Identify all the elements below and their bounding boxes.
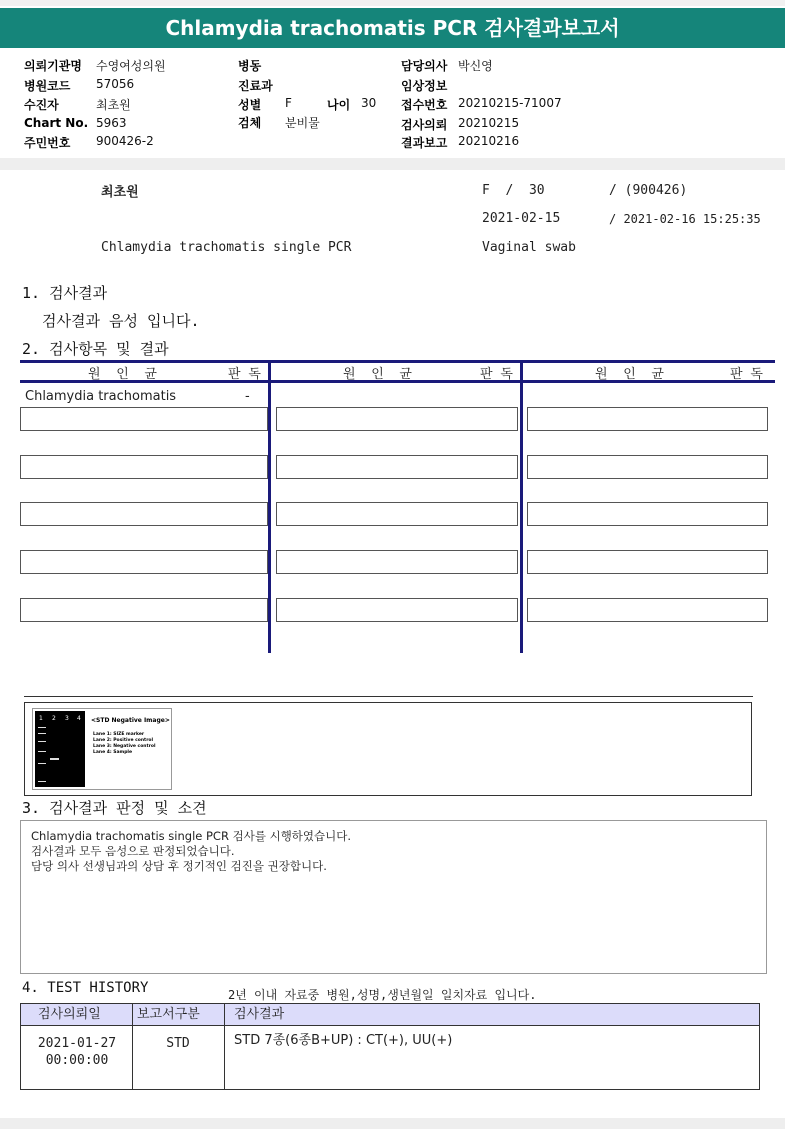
history-type: STD — [166, 1036, 190, 1051]
lane-number: 3 — [65, 715, 69, 722]
gel-legend-item: Lane 4: Sample — [93, 750, 133, 755]
gel-legend-item: Lane 3: Negative control — [93, 744, 156, 749]
info-value: 20210215 — [458, 116, 520, 130]
result-cell — [527, 598, 768, 622]
result-cell — [527, 407, 768, 431]
gel-title: <STD Negative Image> — [91, 717, 170, 724]
info-value: 900426-2 — [96, 134, 154, 148]
col-header-judge: 판 독 — [480, 367, 513, 382]
col-header-organism: 원 인 균 — [595, 367, 664, 382]
gel-band — [38, 733, 46, 734]
gel-band — [38, 781, 46, 782]
section2-title: 2. 검사항목 및 결과 — [22, 340, 169, 358]
gel-band — [38, 763, 46, 764]
history-note: 2년 이내 자료중 병원,성명,생년월일 일치자료 입니다. — [228, 988, 537, 1002]
column-divider — [268, 360, 271, 653]
history-header-date: 검사의뢰일 — [38, 1007, 101, 1022]
result-cell — [276, 550, 518, 574]
report-datetime: / 2021-02-16 15:25:35 — [609, 212, 761, 226]
test-name: Chlamydia trachomatis single PCR — [101, 240, 352, 255]
result-cell — [527, 502, 768, 526]
info-value: 30 — [361, 96, 377, 110]
info-label: 진료과 — [238, 79, 273, 93]
history-column-divider — [224, 1004, 225, 1089]
result-cell — [20, 550, 268, 574]
section3-title: 3. 검사결과 판정 및 소견 — [22, 799, 207, 817]
info-value: 20210216 — [458, 134, 520, 148]
info-value: 최초원 — [96, 98, 131, 112]
result-cell — [20, 598, 268, 622]
result-cell — [527, 550, 768, 574]
request-info — [0, 48, 785, 170]
report-title: Chlamydia trachomatis PCR 검사결과보고서 — [0, 8, 785, 48]
specimen: Vaginal swab — [482, 240, 576, 255]
result-cell — [276, 502, 518, 526]
lane-number: 4 — [77, 715, 81, 722]
history-time: 00:00:00 — [45, 1053, 109, 1068]
info-label: 주민번호 — [24, 136, 71, 150]
info-value: 5963 — [96, 116, 127, 130]
result-cell — [276, 407, 518, 431]
section1-title: 1. 검사결과 — [22, 284, 108, 302]
gel-electrophoresis-image — [32, 708, 172, 790]
divider-band — [0, 158, 785, 170]
organism-name: Chlamydia trachomatis — [25, 389, 177, 404]
history-date: 2021-01-27 — [37, 1036, 117, 1051]
info-value: 20210215-71007 — [458, 96, 562, 110]
result-cell — [20, 502, 268, 526]
info-value: 분비물 — [285, 116, 320, 130]
info-label: 검체 — [238, 116, 262, 130]
col-header-organism: 원 인 균 — [343, 367, 412, 382]
opinion-line: 담당 의사 선생님과의 상담 후 정기적인 검진을 권장합니다. — [31, 859, 327, 873]
info-label: 성별 — [238, 98, 262, 112]
info-value: 수영여성의원 — [96, 59, 166, 73]
info-value: 박신영 — [458, 59, 493, 73]
col-header-organism: 원 인 균 — [88, 367, 157, 382]
info-label: 병원코드 — [24, 79, 71, 93]
bottom-strip — [0, 1118, 785, 1129]
result-cell — [276, 598, 518, 622]
section4-title: 4. TEST HISTORY — [22, 980, 149, 996]
gel-lanes — [35, 711, 85, 787]
history-header-result: 검사결과 — [234, 1007, 285, 1022]
info-value: F — [285, 96, 292, 110]
patient-sex-age: F / 30 — [482, 183, 545, 198]
patient-name: 최초원 — [101, 185, 139, 200]
info-label: Chart No. — [24, 116, 89, 130]
opinion-line: 검사결과 모두 음성으로 판정되었습니다. — [31, 844, 235, 858]
gel-band — [38, 727, 46, 728]
gel-legend-item: Lane 2: Positive control — [93, 738, 154, 743]
lane-number: 2 — [52, 715, 56, 722]
info-label: 병동 — [238, 59, 262, 73]
history-table — [20, 1003, 760, 1090]
info-label: 담당의사 — [401, 59, 448, 73]
gel-band — [38, 751, 46, 752]
col-header-judge: 판 독 — [730, 367, 763, 382]
gel-legend-item: Lane 1: SIZE marker — [93, 732, 145, 737]
gel-band — [38, 741, 46, 742]
info-label: 수진자 — [24, 98, 59, 112]
image-divider — [24, 696, 753, 697]
history-header-type: 보고서구분 — [137, 1007, 200, 1022]
info-label: 검사의뢰 — [401, 118, 448, 132]
col-header-judge: 판 독 — [228, 367, 261, 382]
organism-result: - — [245, 389, 250, 404]
result-cell — [276, 455, 518, 479]
info-value: 57056 — [96, 77, 135, 91]
result-cell — [527, 455, 768, 479]
column-divider — [520, 360, 523, 653]
patient-id: / (900426) — [609, 183, 688, 198]
section1-result: 검사결과 음성 입니다. — [42, 312, 200, 330]
info-label: 나이 — [327, 98, 351, 112]
result-cell — [20, 407, 268, 431]
request-date: 2021-02-15 — [482, 211, 561, 226]
opinion-line: Chlamydia trachomatis single PCR 검사를 시행하였습니다. — [31, 829, 352, 843]
gel-band — [50, 758, 59, 760]
lane-number: 1 — [39, 715, 43, 722]
info-label: 결과보고 — [401, 136, 448, 150]
top-strip — [0, 0, 785, 6]
opinion-box — [20, 820, 767, 974]
result-cell — [20, 455, 268, 479]
info-label: 임상정보 — [401, 79, 448, 93]
history-result: STD 7종(6종B+UP) : CT(+), UU(+) — [234, 1033, 453, 1048]
info-label: 의뢰기관명 — [24, 59, 82, 73]
info-label: 접수번호 — [401, 98, 448, 112]
